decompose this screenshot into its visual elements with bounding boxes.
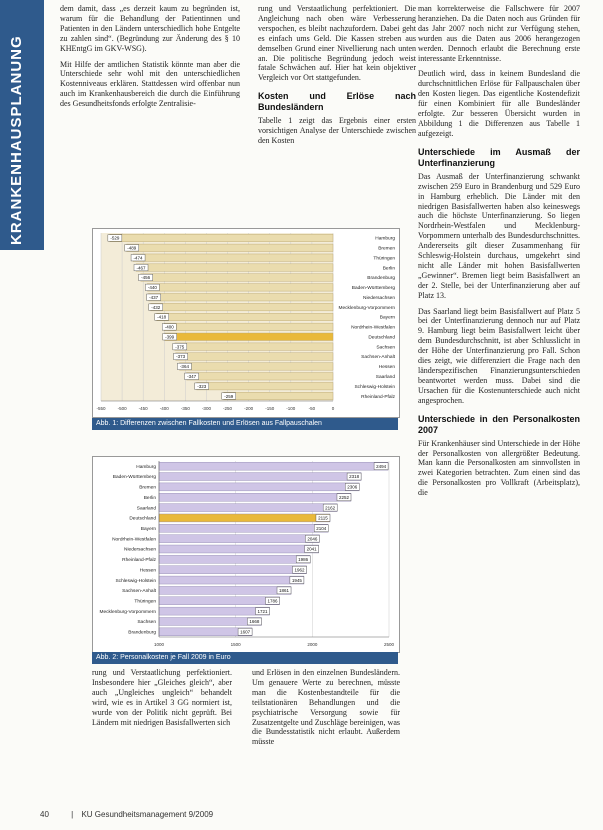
- column-2: [258, 4, 416, 152]
- data-label: -529: [110, 235, 120, 241]
- bar: [197, 382, 333, 389]
- data-label: 1962: [294, 567, 305, 573]
- data-label: -323: [197, 383, 207, 389]
- data-label: -474: [133, 255, 143, 261]
- category-label: Schleswig-Holstein: [354, 384, 395, 390]
- column-lower-2: [252, 668, 400, 747]
- paragraph: Das Ausmaß der Unterfinanzierung schwankt zwischen 259 Euro in Brandenburg und 529 Euro in Hamburg erheblich. Die Länder mit den niedrigen Basisfallwerten haben also keineswegs auch die höchste Unterfinanzierung. So liegen Nordrhein-Westfalen und Mecklenburg-Vorpommern unterhalb des Bundesdurchschnittes. Andererseits gilt dieser Zusammenhang für Schleswig-Holstein durchaus, umgekehrt sind nicht alle Länder mit hohen Basisfallwerten „Gewinner“. Bremen liegt beim Basisfallwert an der 2. Stelle, bei der Unterfinanzierung aber auf Platz 13.: [418, 171, 580, 300]
- category-label: Thüringen: [373, 256, 395, 262]
- data-label: -467: [136, 265, 146, 271]
- bar: [187, 373, 333, 380]
- bar: [159, 617, 261, 625]
- data-label: 2041: [306, 546, 317, 552]
- bar: [175, 343, 333, 350]
- column-3: [418, 4, 580, 504]
- sidebar: [0, 0, 44, 250]
- bar: [136, 264, 333, 271]
- category-label: Niedersachsen: [124, 547, 156, 553]
- bar: [159, 473, 361, 481]
- tick-label: -150: [265, 406, 275, 411]
- tick-label: -300: [201, 406, 211, 411]
- data-label: 2115: [318, 515, 328, 521]
- category-label: Niedersachsen: [363, 295, 395, 301]
- data-label: -456: [141, 275, 151, 281]
- category-label: Hessen: [378, 365, 395, 371]
- bar: [159, 607, 270, 615]
- bar: [141, 274, 333, 281]
- category-label: Saarland: [136, 506, 156, 512]
- category-label: Bremen: [139, 485, 156, 491]
- bar: [159, 555, 310, 563]
- category-label: Hessen: [139, 568, 156, 574]
- page-number: 40: [40, 810, 49, 819]
- bar: [159, 483, 359, 491]
- chart-1-svg: [93, 229, 399, 417]
- category-label: Sachsen: [376, 345, 395, 351]
- category-label: Schleswig-Holstein: [115, 578, 156, 584]
- data-label: -364: [179, 364, 189, 370]
- data-label: 2306: [347, 484, 358, 490]
- data-label: 1945: [291, 577, 302, 583]
- chart-2-caption: Abb. 2: Personalkosten je Fall 2009 in Euro: [92, 652, 398, 664]
- data-label: -432: [151, 304, 161, 310]
- paragraph: Mit Hilfe der amtlichen Statistik könnte man aber die Unterschiede sehr wohl mit den unterschiedlichen Kostenniveaus erklären. Stattdessen wird offenbar nun auch im Krankenhausbereich die durch die Einführung des Gesundheitsfonds erfolgte Zentralisie-: [60, 59, 240, 109]
- bar: [164, 323, 333, 330]
- journal-name: KU Gesundheitsmanagement 9/2009: [81, 810, 214, 819]
- category-label: Berlin: [143, 495, 156, 501]
- heading: Kosten und Erlöse nach Bundesländern: [258, 91, 416, 113]
- data-label: -418: [157, 314, 167, 320]
- data-label: -489: [127, 245, 137, 251]
- bar: [159, 545, 319, 553]
- bar: [159, 514, 330, 522]
- bar: [147, 284, 333, 291]
- tick-label: -550: [96, 406, 106, 411]
- bar: [159, 597, 280, 605]
- data-label: -259: [224, 393, 234, 399]
- tick-label: 1500: [230, 642, 241, 647]
- paragraph: Das Saarland liegt beim Basisfallwert auf Platz 5 bei der Unterfinanzierung dennoch nur auf Platz 9. Hamburg liegt beim Basisfallwert leicht über dem Bundesdurchschnitt, ist aber Schlusslicht in der Höhe der Unterfinanzierung pro Fall. Schon dies zeigt, wie differenziert die Frage nach den länderspezifischen Finanzierungsunterschieden beantwortet werden muss. Dabei sind die Ursachen für die Kostenunterschiede auch nicht angesprochen.: [418, 306, 580, 405]
- tick-label: -100: [286, 406, 296, 411]
- tick-label: -200: [244, 406, 254, 411]
- bar: [224, 392, 333, 399]
- paragraph: man korrekterweise die Fallschwere für 2007 heranziehen. Da die Daten noch aus Gründen für das Jahr 2007 noch nicht zur Verfügung stehen, wurden aus die Daten aus 2006 herangezogen werden. Dennoch erlaubt die Berechnung erste interessante Erkenntnisse.: [418, 4, 580, 63]
- heading: Unterschiede im Ausmaß der Unterfinanzierung: [418, 146, 580, 168]
- data-label: 1861: [279, 588, 290, 594]
- data-label: -400: [164, 324, 174, 330]
- tick-label: -50: [308, 406, 316, 411]
- category-label: Hamburg: [375, 236, 395, 242]
- bar: [159, 504, 337, 512]
- category-label: Saarland: [375, 374, 395, 380]
- data-label: 1986: [298, 557, 309, 563]
- category-label: Sachsen-Anhalt: [122, 589, 156, 595]
- category-label: Hamburg: [136, 464, 156, 470]
- category-label: Bayern: [140, 527, 156, 533]
- category-label: Sachsen-Anhalt: [361, 355, 395, 361]
- category-label: Nordrhein-Westfalen: [112, 537, 156, 543]
- data-label: 2318: [349, 474, 360, 480]
- data-label: 1721: [257, 608, 268, 614]
- bar: [149, 293, 333, 300]
- category-label: Brandenburg: [128, 630, 156, 636]
- data-label: -373: [176, 354, 186, 360]
- footer-separator: |: [71, 810, 74, 819]
- column-lower-1: [92, 668, 232, 727]
- chart-2-svg: [93, 457, 399, 652]
- category-label: Mecklenburg-Vorpommern: [99, 609, 156, 615]
- heading: Unterschiede in den Personalkosten 2007: [418, 413, 580, 435]
- bar: [176, 353, 333, 360]
- tick-label: -450: [138, 406, 148, 411]
- category-label: Baden-Württemberg: [112, 475, 156, 481]
- category-label: Bremen: [378, 246, 395, 252]
- paragraph: rung und Verstaatlichung perfektioniert. Insbesondere hier „Gleiches gleich“, aber auch „Ungleiches ungleich“ behandelt wird, wie es in Artikel 3 GG normiert ist, wurde von der Politik nicht geprüft. Bei Ländern mit niedrigen Basisfallwerten sich: [92, 668, 232, 727]
- bar: [159, 586, 291, 594]
- tick-label: 2500: [383, 642, 395, 647]
- paragraph: rung und Verstaatlichung perfektioniert. Die Angleichung nach oben wäre Verbesserung verspochen, es bleibt nachzufordern. Dabei geht es einfach ums Geld. Die Kassen streben aus demselben Grund einer Nivellierung nach unten an. Die politische Begründung jedoch weist fatale Schwächen auf. Hier hat kein objektiver Vergleich vor Ort stattgefunden.: [258, 4, 416, 83]
- bar: [159, 462, 388, 470]
- bar: [159, 535, 319, 543]
- data-label: 1786: [267, 598, 278, 604]
- data-label: -375: [175, 344, 185, 350]
- tick-label: 2000: [307, 642, 318, 647]
- bar: [165, 333, 333, 340]
- paragraph: und Erlösen in den einzelnen Bundesländern. Um genauere Werte zu berechnen, müsste man die Kostenbestandteile für die teilstationären Behandlungen und die psychiatrische Versorgung sowie für Zusatzentgelte und Zuschläge bereinigen, was die Bundesstatistik nicht erlaubt. Außerdem müsste: [252, 668, 400, 747]
- column-1: [60, 4, 240, 115]
- bar: [133, 254, 333, 261]
- category-label: Bayern: [379, 315, 395, 321]
- category-label: Thüringen: [134, 599, 156, 605]
- category-label: Brandenburg: [367, 276, 395, 282]
- data-label: 2046: [307, 536, 318, 542]
- category-label: Sachsen: [137, 620, 156, 626]
- footer: [40, 810, 213, 819]
- paragraph: dem damit, dass „es derzeit kaum zu begründen ist, warum für die Behandlung der Patientinnen und Patienten in den Ländern unterschiedlich hohe Entgelte zu zahlen sind“. (Begründung zur Änderung des § 10 KHEntgG im GKV-WSG).: [60, 4, 240, 53]
- chart-1: [92, 228, 400, 418]
- data-label: -347: [187, 373, 197, 379]
- data-label: 1607: [240, 629, 251, 635]
- bar: [159, 576, 304, 584]
- category-label: Deutschland: [368, 335, 395, 341]
- bar: [157, 313, 333, 320]
- data-label: -440: [147, 285, 157, 291]
- tick-label: 1000: [153, 642, 165, 647]
- chart-1-caption: Abb. 1: Differenzen zwischen Fallkosten und Erlösen aus Fallpauschalen: [92, 418, 398, 430]
- category-label: Berlin: [382, 266, 395, 272]
- data-label: 2104: [316, 526, 327, 532]
- bar: [159, 493, 351, 501]
- data-label: 2494: [376, 463, 387, 469]
- bar: [159, 566, 307, 574]
- tick-label: -250: [223, 406, 233, 411]
- bar: [159, 524, 328, 532]
- paragraph: Tabelle 1 zeigt das Ergebnis einer ersten vorsichtigen Analyse der Unterschiede zwischen den Kosten: [258, 116, 416, 146]
- chart-2: [92, 456, 400, 653]
- tick-label: -400: [159, 406, 169, 411]
- category-label: Rheinland-Pfalz: [361, 394, 395, 400]
- bar: [151, 303, 333, 310]
- paragraph: Deutlich wird, dass in keinem Bundesland die durchschnittlichen Erlöse für Fallpauschalen über den Kosten liegen. Das eigentliche Kostendefizit für einen Kombiniert für alle Bundesländer erfolgte. Zur besseren Übersicht wurden in Abbildung 1 die Differenzen aus Tabelle 1 aufgezeigt.: [418, 69, 580, 138]
- data-label: 1668: [249, 619, 260, 625]
- section-label: KRANKENHAUSPLANUNG: [8, 35, 25, 245]
- category-label: Nordrhein-Westfalen: [351, 325, 395, 331]
- data-label: -437: [149, 294, 159, 300]
- bar: [127, 244, 333, 251]
- category-label: Baden-Württemberg: [351, 286, 395, 292]
- data-label: 2162: [325, 505, 336, 511]
- tick-label: -350: [180, 406, 190, 411]
- category-label: Rheinland-Pfalz: [122, 558, 156, 564]
- category-label: Deutschland: [129, 516, 156, 522]
- category-label: Mecklenburg-Vorpommern: [338, 305, 395, 311]
- data-label: 2252: [338, 494, 349, 500]
- tick-label: -500: [117, 406, 127, 411]
- bar: [179, 363, 333, 370]
- data-label: -399: [165, 334, 175, 340]
- tick-label: 0: [331, 406, 335, 411]
- bar: [110, 234, 333, 241]
- paragraph: Für Krankenhäuser sind Unterschiede in der Höhe der Personalkosten von allergrößter Bedeutung. Man kann die Personalkosten am sinnvollsten in zwei Kategorien betrachten. Zum einen sind das die Personalkosten pro Vollkraft (Arbeitsplatz), die: [418, 438, 580, 498]
